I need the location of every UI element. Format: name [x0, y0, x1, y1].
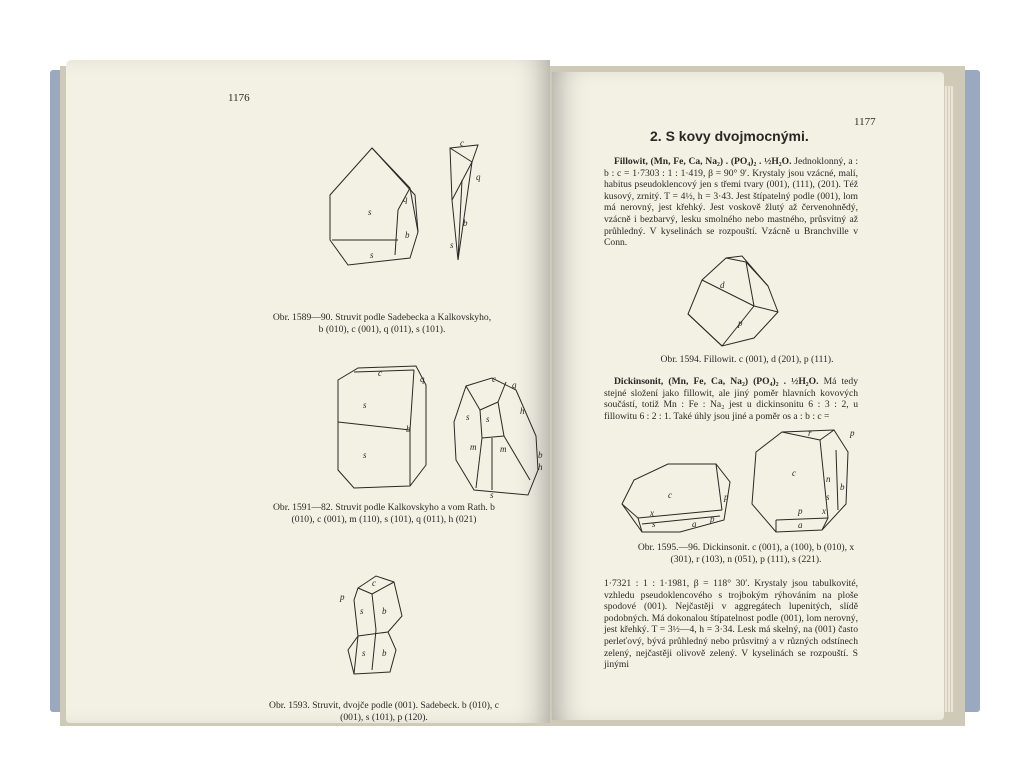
section-heading: 2. S kovy dvojmocnými. — [650, 128, 809, 144]
face-label: h — [520, 406, 525, 416]
face-label: p — [340, 592, 345, 602]
crystal-figure-1595 — [612, 424, 872, 544]
face-label: b — [538, 450, 543, 460]
dickinsonit-paragraph-continued: 1·7321 : 1 : 1·1981, β = 118° 30′. Krystaly jsou tabulkovité, vzhledu pseudoklencového s trojbokým rýhováním na ploše spodové (001). Nejčastěji v aggregátech lupenitých, slídě podobných. Má dokonalou štípatelnost podle (001), lom nerovný, jest křehký. T = 3½—4, h = 3·34. Lesk má skelný, na (001) často perleťový, bývá průhledný nebo průsvitný a v různých odstínech zelený, nejčastěji olivově zelený. V kyselinách se rozpouští. S jinými — [604, 578, 858, 671]
face-label: p — [738, 318, 743, 328]
face-label: s — [370, 250, 374, 260]
right-page — [552, 72, 944, 720]
face-label: s — [363, 450, 367, 460]
figure-caption: Obr. 1594. Fillowit. c (001), d (201), p (111). — [660, 354, 834, 365]
face-label: b — [382, 648, 387, 658]
crystal-figure-1594 — [682, 252, 802, 352]
face-label: r — [808, 428, 812, 438]
face-label: s — [486, 414, 490, 424]
crystal-figure-1593 — [336, 570, 436, 690]
face-label: q — [476, 172, 481, 182]
crystal-figure-1591 — [266, 310, 543, 500]
dickinsonit-paragraph — [604, 376, 858, 422]
figure-caption: Obr. 1595.—96. Dickinsonit. c (001), a (100), b (010), x (301), r (103), n (051), p (111), s (221). — [637, 542, 855, 565]
face-label: p — [724, 492, 729, 502]
crystal-figure-1589 — [300, 140, 540, 300]
face-label: p — [710, 514, 715, 524]
face-label: d — [720, 280, 725, 290]
face-label: c — [372, 578, 376, 588]
mineral-name: Dickinsonit, (Mn, Fe, Ca, Na₂) (PO₄)₂ . ½H₂O. — [614, 376, 819, 387]
face-label: c — [492, 374, 496, 384]
face-label: p — [850, 428, 855, 438]
face-label: s — [450, 240, 454, 250]
face-label: s — [466, 412, 470, 422]
face-label: h — [538, 462, 543, 472]
face-label: s — [490, 490, 494, 500]
figure-caption: Obr. 1591—82. Struvit podle Kalkovskyho a vom Rath. b (010), c (001), m (110), s (101), q (011), h (021) — [273, 502, 495, 525]
face-label: s — [360, 606, 364, 616]
face-label: s — [368, 207, 372, 217]
face-label: x — [822, 506, 826, 516]
face-label: a — [692, 519, 697, 529]
face-label: s — [826, 492, 830, 502]
face-label: x — [650, 508, 654, 518]
mineral-name: Fillowit, (Mn, Fe, Ca, Na₂) . (PO₄)₂ . ½H₂O. — [614, 156, 792, 167]
page-number: 1177 — [854, 116, 876, 128]
face-label: m — [500, 444, 507, 454]
page-number: 1176 — [228, 92, 250, 104]
face-label: b — [382, 606, 387, 616]
face-label: s — [363, 400, 367, 410]
face-label: m — [470, 442, 477, 452]
face-label: s — [652, 519, 656, 529]
face-label: c — [792, 468, 796, 478]
face-label: c — [378, 368, 382, 378]
face-label: q — [512, 380, 517, 390]
face-label: b — [840, 482, 845, 492]
face-label: b — [405, 230, 410, 240]
face-label: q — [403, 194, 408, 204]
face-label: b — [463, 218, 468, 228]
face-label: q — [420, 374, 425, 384]
face-label: c — [460, 138, 464, 148]
face-label: p — [798, 506, 803, 516]
face-label: n — [826, 474, 831, 484]
fillowit-paragraph — [604, 156, 858, 249]
figure-caption: Obr. 1593. Struvit, dvojče podle (001). Sadebeck. b (010), c (001), s (101), p (120). — [269, 700, 499, 723]
paragraph-text: Jednoklonný, a : b : c = 1·7303 : 1 : 1·419, β = 90° 9′. Krystaly jsou vzácné, malí, habitus pseudoklencový jen s třemi tvary (001), (111), (201). Též kusový, zrnitý. T = 4½, h = 3·43. Jest štípatelný podle (001), lom má nerovný, jest křehký. Jest voskově žlutý až červenohnědý, vzácně i bezbarvý, lesku smolného nebo mastného, průsvitný až průhledný. V kyselinách se rozpouští. Vzácně u Branchville v Conn. — [604, 156, 858, 249]
figure-caption: Obr. 1589—90. Struvit podle Sadebecka a Kalkovskyho, b (010), c (001), q (011), s (101). — [272, 312, 492, 335]
face-label: a — [798, 520, 803, 530]
face-label: c — [668, 490, 672, 500]
left-page — [66, 60, 550, 723]
face-label: s — [362, 648, 366, 658]
paragraph-text: Má tedy stejné složení jako fillowit, ale jiný poměr hlavních kovových součástí, totiž Mn : Fe : Na₂ jest u dickinsonitu 6 : 3 : 2, u fillowitu 6 : 2 : 1. Také úhly jsou jiné a poměr os a : b : c = — [604, 376, 858, 422]
face-label: b — [406, 424, 411, 434]
